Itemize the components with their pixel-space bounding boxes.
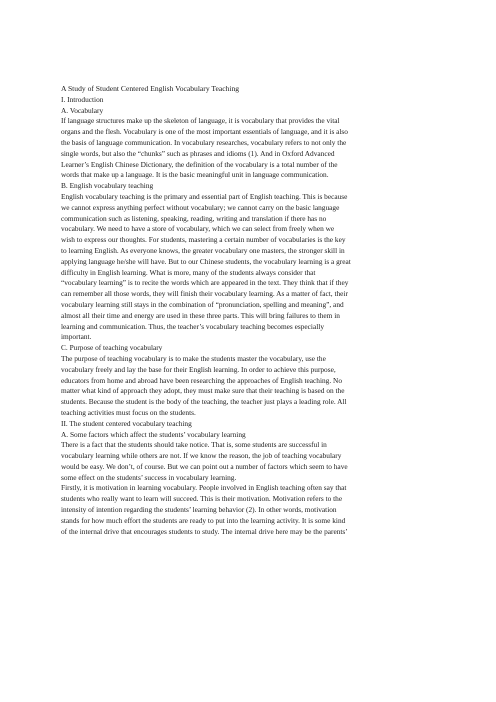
text-line: educators from home and abroad have been researching the approaches of English teaching. No xyxy=(61,375,342,385)
text-line: the basis of language communication. In vocabulary researches, vocabulary refers to not only the xyxy=(61,137,347,147)
text-line: There is a fact that the students should take notice. That is, some students are successful in xyxy=(61,440,327,450)
text-line: some effect on the students’ success in vocabulary learning. xyxy=(61,472,237,482)
text-line: vocabulary. We need to have a store of vocabulary, which we can select from freely when we xyxy=(61,224,335,234)
text-line: vocabulary freely and lay the base for their English learning. In order to achieve this purpose, xyxy=(61,364,336,374)
text-line: important. xyxy=(61,332,92,342)
text-line: wish to express our thoughts. For students, mastering a certain number of vocabularies is the key xyxy=(61,235,346,245)
text-line: difficulty in English learning. What is more, many of the students always consider that xyxy=(61,267,316,277)
text-line: The purpose of teaching vocabulary is to make the students master the vocabulary, use the xyxy=(61,353,326,363)
text-line: II. The student centered vocabulary teaching xyxy=(61,418,192,428)
text-line: I. Introduction xyxy=(61,94,104,104)
text-line: B. English vocabulary teaching xyxy=(61,181,154,191)
text-line: single words, but also the “chunks” such as phrases and idioms (1). And in Oxford Advanced xyxy=(61,148,335,158)
text-line: organs and the flesh. Vocabulary is one of the most important essentials of language, and it is also xyxy=(61,127,348,137)
text-line: can remember all those words, they will finish their vocabulary learning. As a matter of fact, their xyxy=(61,289,348,299)
text-line: Firstly, it is motivation in learning vocabulary. People involved in English teaching often say that xyxy=(61,483,347,493)
text-line: learning and communication. Thus, the teacher’s vocabulary teaching becomes especially xyxy=(61,321,324,331)
text-line: to learning English. As everyone knows, the greater vocabulary one masters, the stronger skill in xyxy=(61,245,345,255)
text-line: English vocabulary teaching is the primary and essential part of English teaching. This is because xyxy=(61,191,348,201)
text-line: matter what kind of approach they adopt, they must make sure that their teaching is based on the xyxy=(61,386,345,396)
text-line: “vocabulary learning” is to recite the words which are appeared in the text. They think that if they xyxy=(61,278,349,288)
text-line: vocabulary learning still stays in the combination of “pronunciation, spelling and meaning”, and xyxy=(61,299,344,309)
text-line: we cannot express anything perfect without vocabulary; we cannot carry on the basic language xyxy=(61,202,340,212)
text-line: words that make up a language. It is the basic meaningful unit in language communication. xyxy=(61,170,329,180)
text-line: Learner’s English Chinese Dictionary, the definition of the vocabulary is a total number of the xyxy=(61,159,338,169)
text-line: teaching activities must focus on the students. xyxy=(61,407,196,417)
text-line: stands for how much effort the students are ready to put into the learning activity. It is some kind xyxy=(61,515,346,525)
text-line: communication such as listening, speaking, reading, writing and translation if there has no xyxy=(61,213,327,223)
text-line: of the internal drive that encourages students to study. The internal drive here may be the parents’ xyxy=(61,526,348,536)
text-line: would be easy. We don’t, of course. But we can point out a number of factors which seem to have xyxy=(61,461,348,471)
text-line: applying language he/she will have. But to our Chinese students, the vocabulary learning is a great xyxy=(61,256,351,266)
text-line: students. Because the student is the body of the teaching, the teacher just plays a leading role. All xyxy=(61,397,347,407)
text-line: vocabulary learning while others are not. If we know the reason, the job of teaching vocabulary xyxy=(61,451,342,461)
text-line: A. Vocabulary xyxy=(61,105,104,115)
text-line: almost all their time and energy are used in these three parts. This will bring failures to them in xyxy=(61,310,340,320)
document-body xyxy=(61,84,441,537)
text-line: students who really want to learn will succeed. This is their motivation. Motivation refers to the xyxy=(61,494,343,504)
document-title: A Study of Student Centered English Vocabulary Teaching xyxy=(61,84,240,93)
text-line: A. Some factors which affect the students’ vocabulary learning xyxy=(61,429,246,439)
text-line: intensity of intention regarding the students’ learning behavior (2). In other words, motivation xyxy=(61,505,337,515)
text-line: C. Purpose of teaching vocabulary xyxy=(61,343,163,353)
text-line: If language structures make up the skeleton of language, it is vocabulary that provides the vital xyxy=(61,116,340,126)
